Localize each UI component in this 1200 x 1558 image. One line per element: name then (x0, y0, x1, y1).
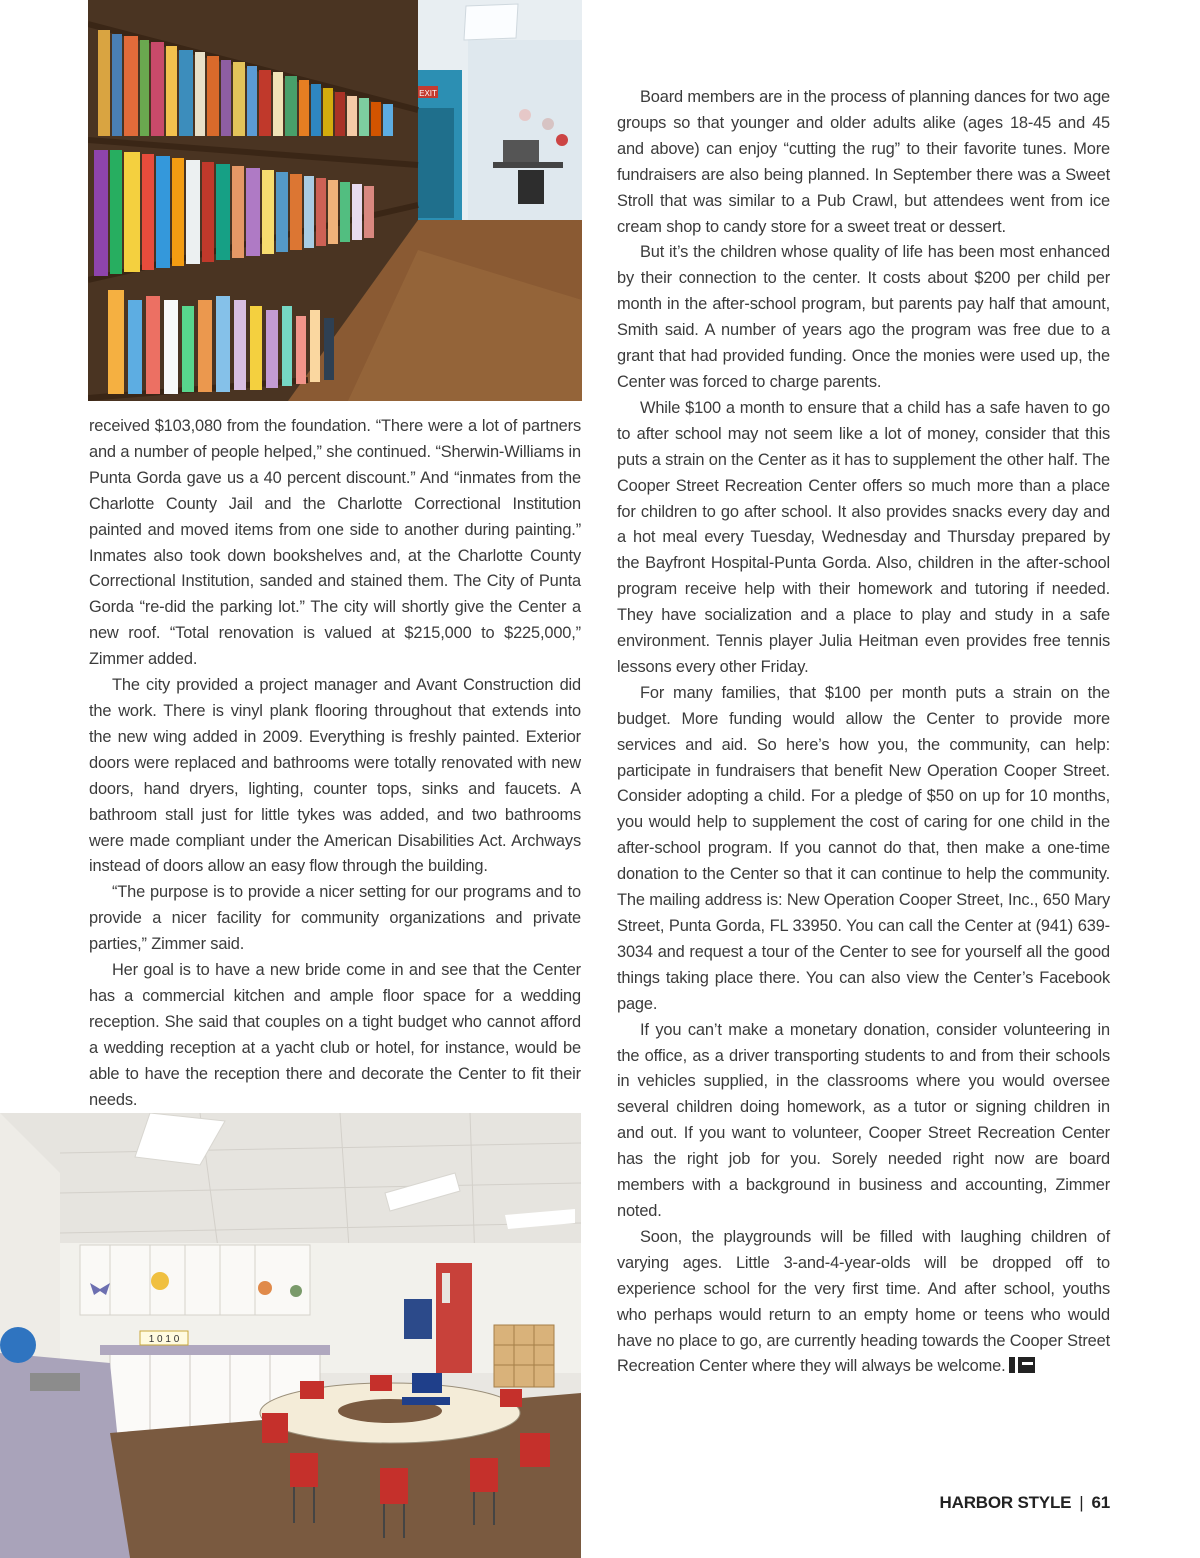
paragraph: The city provided a project manager and Avant Construction did the work. There is vinyl plank flooring throughout that extends into the new wing added in 2009. Everything is freshly painted. Exterior doors were replaced and bathrooms were totally renovated with new doors, hand dryers, lighting, counter tops, sinks and faucets. A bathroom stall just for little tykes was added, and two bathrooms were made compliant under the American Disabilities Act. Archways instead of doors allow an easy flow through the building. (89, 676, 581, 876)
paragraph: received $103,080 from the foundation. “There were a lot of partners and a number of people helped,” she continued. “Sherwin-Williams in Punta Gorda gave us a 40 percent discount.” And “inmates from the Charlotte County Jail and the Charlotte Correctional Institution painted and moved items from one side to another during painting.” Inmates also took down bookshelves and, at the Charlotte County Correctional Institution, sanded and stained them. The City of Punta Gorda “re-did the parking lot.” The city will shortly give the Center a new roof. “Total renovation is valued at $215,000 to $225,000,” Zimmer added. (89, 417, 581, 669)
paragraph: But it’s the children whose quality of life has been most enhanced by their connection to the center. It costs about $200 per child per month in the after-school program, but parents pay half that amount, Smith said. A number of years ago the program was free due to a grant that had provided funding. Once the monies were used up, the Center was forced to charge parents. (617, 243, 1110, 391)
paragraph: Board members are in the process of planning dances for two age groups so that younger and older adults alike (ages 18-45 and 45 and above) can enjoy “cutting the rug” to their favorite tunes. More fundraisers are also being planned. In September there was a Sweet Stroll that was similar to a Pub Crawl, but attendees went from ice cream shop to candy store for a sweet treat or dessert. (617, 88, 1110, 236)
magazine-name: HARBOR STYLE (939, 1493, 1072, 1512)
paragraph: If you can’t make a monetary donation, consider volunteering in the office, as a driver transporting students to and from their schools in vehicles supplied, in the classrooms where you would oversee several children doing homework, as a tutor or signing children in and out. If you want to volunteer, Cooper Street Recreation Center has the right job for you. Sorely needed right now are board members with a background in business and accounting, Zimmer noted. (617, 1020, 1110, 1220)
paragraph: For many families, that $100 per month puts a strain on the budget. More funding would allow the Center to provide more services and aid. So here’s how you, the community, can help: participate in fundraisers that benefit New Operation Cooper Street. Consider adopting a child. For a pledge of $50 on up for 10 months, you would help to supplement the cost of caring for one child in the after-school program. If you cannot do that, then make a one-time donation to the Center so that it can continue to help the community. The mailing address is: New Operation Cooper Street, Inc., 650 Mary Street, Punta Gorda, FL 33950. You can call the Center at (941) 639-3034 and request a tour of the Center to see for yourself all the good things taking place there. You can also view the Center’s Facebook page. (617, 683, 1110, 1013)
classroom-photo (0, 1113, 581, 1558)
exit-sign: EXIT (419, 89, 437, 98)
page-number: 61 (1091, 1493, 1110, 1512)
library-photo (88, 0, 582, 401)
right-text-column (617, 85, 1110, 1380)
paragraph-text: Soon, the playgrounds will be filled with laughing children of varying ages. Little 3-and-4-year-olds will be dropped off to experience school for the very first time. And after school, youths who perhaps would return to an empty home or teens who would have no place to go, are currently heading towards the Cooper Street Recreation Center where they will always be welcome. (617, 1227, 1110, 1376)
paragraph: “The purpose is to provide a nicer setting for our programs and to provide a nicer facility for community organizations and private parties,” Zimmer said. (89, 883, 581, 954)
paragraph: Her goal is to have a new bride come in and see that the Center has a commercial kitchen and ample floor space for a wedding reception. She said that couples on a tight budget who cannot afford a wedding reception at a yacht club or hotel, for instance, would be able to have the reception there and decorate the Center to fit their needs. (89, 961, 581, 1109)
paragraph: While $100 a month to ensure that a child has a safe haven to go to after school may not seem like a lot of money, consider that this puts a strain on the Center as it has to supplement the other half. The Cooper Street Recreation Center offers so much more than a place for children to go after school. It also provides snacks every day and a hot meal every Tuesday, Wednesday and Thursday prepared by the Bayfront Hospital-Punta Gorda. Also, children in the after-school program receive help with their homework and tutoring if needed. They have socialization and a place to play and study in a safe environment. Tennis player Julia Heitman even provides free tennis lessons every other Friday. (617, 398, 1110, 676)
end-of-article-icon (1009, 1357, 1035, 1373)
left-text-column (89, 414, 581, 1113)
footer-separator: | (1079, 1493, 1084, 1512)
number-sign: 1 0 1 0 (148, 1334, 180, 1345)
paragraph-last (617, 1225, 1110, 1380)
page-footer (940, 1493, 1110, 1513)
